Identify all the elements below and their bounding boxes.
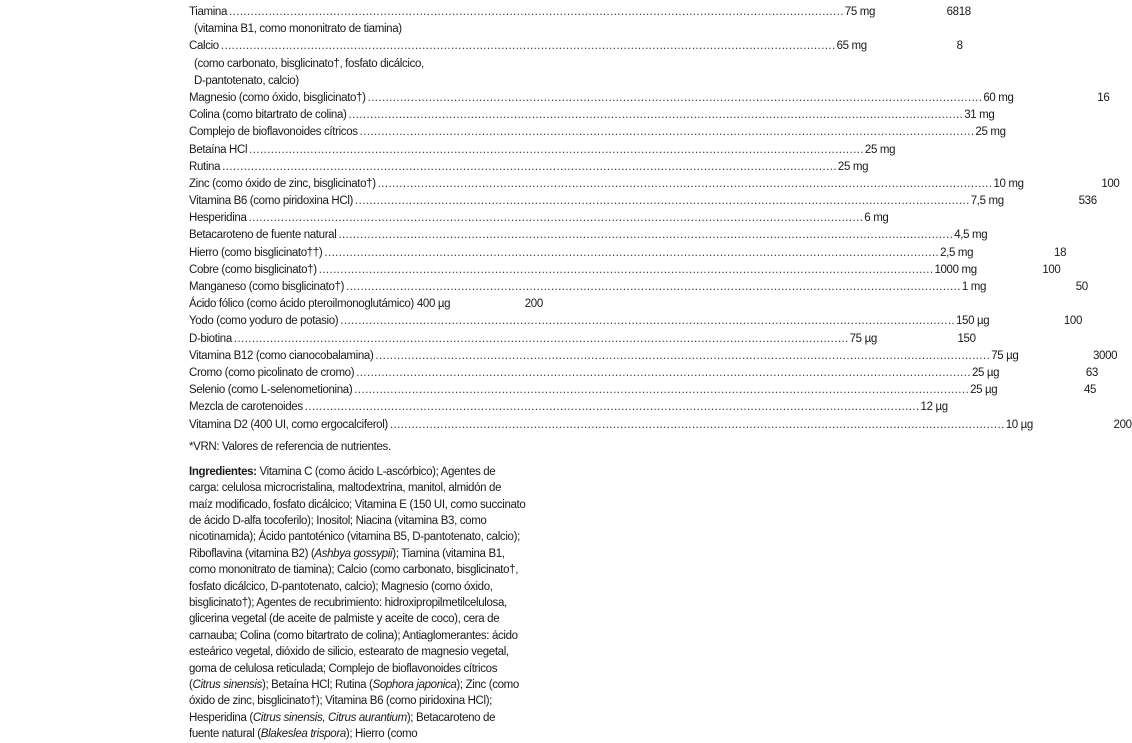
nutrient-row	[189, 90, 1110, 107]
nutrient-vrn: 50	[1075, 281, 1088, 293]
nutrient-row	[189, 348, 1118, 365]
nutrient-vrn: 45	[1083, 384, 1097, 397]
nutrient-name: Rutina	[189, 160, 221, 173]
dot-leader: ...........................................................................................................................................................................	[318, 263, 934, 276]
dot-leader: ...........................................................................................................................................................................	[229, 6, 844, 18]
dot-leader: ...........................................................................................................................................................................	[222, 160, 837, 173]
nutrient-vrn: 16	[1097, 91, 1110, 104]
nutrient-amount: 150 µg	[956, 315, 990, 328]
nutrient-row	[189, 245, 1067, 262]
nutrient-row	[189, 365, 1098, 382]
nutrient-row	[189, 296, 543, 313]
nutrient-subtext: D-pantotenato, calcio)	[194, 74, 299, 87]
nutrient-name: Vitamina D2 (400 UI, como ergocalciferol)	[189, 418, 388, 431]
nutrient-amount: 10 µg	[1005, 418, 1033, 431]
nutrient-row	[189, 142, 896, 159]
ingredients-text: ); Zinc (como óxido de zinc, bisglicinato†); Vitamina B6 (como piridoxina HCl); Hesperidina (	[189, 678, 519, 724]
dot-leader: ...........................................................................................................................................................................	[248, 212, 864, 225]
nutrient-name: Colina (como bitartrato de colina)	[189, 109, 347, 122]
nutrient-amount: 75 mg	[844, 6, 876, 18]
ingredients-italic: Sophora japonica	[372, 678, 457, 691]
nutrient-row	[189, 176, 1120, 193]
nutrient-row	[189, 331, 976, 348]
nutrient-vrn: 63	[1085, 366, 1098, 379]
nutrient-row	[189, 382, 1097, 399]
nutrient-name: Vitamina B6 (como piridoxina HCl)	[189, 195, 353, 208]
nutrient-row	[189, 279, 1088, 296]
nutrient-name: Betacaroteno de fuente natural	[189, 229, 337, 242]
nutrient-row	[189, 313, 1083, 330]
nutrient-amount: 75 µg	[991, 349, 1019, 362]
nutrient-subline	[189, 73, 529, 90]
ingredients-text: ); Tiamina (vitamina B1, como mononitrato de tiamina); Calcio (como carbonato, bisglicinato†, fosfato dicálcico, D-pantotenato, calcio); Magnesio (como óxido, bisglicinato†); Agentes de recubrimiento: hidroxipropilmetilcelulosa, glicerina vegetal (de aceite de palmiste y aceite de coco), cera de carnauba; Colina (como bitartrato de colina); Antiaglomerantes: ácido esteárico vegetal, dióxido de silicio, estearato de magnesio vegetal, goma de celulosa reticulada; Complejo de bioflavonoides cítricos (	[189, 547, 519, 691]
nutrient-name: Mezcla de carotenoides	[189, 401, 303, 414]
nutrient-amount: 400 µg	[416, 298, 451, 311]
dot-leader: ...........................................................................................................................................................................	[346, 281, 961, 293]
nutrient-vrn: 100	[1042, 263, 1061, 276]
nutrient-name: Complejo de bioflavonoides cítricos	[189, 126, 358, 139]
nutrient-amount: 75 µg	[849, 332, 877, 345]
nutrient-vrn: 200	[524, 298, 543, 311]
nutrient-name: Zinc (como óxido de zinc, bisglicinato†)	[189, 177, 376, 190]
nutrient-amount: 1000 mg	[934, 263, 977, 276]
nutrient-name: Magnesio (como óxido, bisglicinato†)	[189, 91, 366, 104]
nutrient-vrn: 100	[1101, 177, 1120, 190]
dot-leader: ...........................................................................................................................................................................	[304, 401, 920, 414]
dot-leader: ...........................................................................................................................................................................	[355, 195, 970, 208]
dot-leader: ...........................................................................................................................................................................	[249, 143, 864, 156]
nutrient-vrn: 18	[1054, 246, 1067, 259]
nutrient-vrn: 536	[1078, 195, 1097, 208]
ingredients-label: Ingredientes:	[189, 465, 257, 478]
ingredients-paragraph	[189, 464, 527, 743]
nutrient-amount: 60 mg	[983, 91, 1014, 104]
dot-leader: ...........................................................................................................................................................................	[340, 315, 956, 328]
nutrient-amount: 1 mg	[961, 281, 986, 293]
nutrient-name: Selenio (como L-selenometionina)	[189, 384, 353, 397]
nutrient-name: Hesperidina	[189, 212, 247, 225]
ingredients-italic: Ashbya gossypii	[314, 547, 393, 560]
nutrient-subtext: (vitamina B1, como mononitrato de tiamina)	[194, 23, 402, 36]
nutrient-name: Vitamina B12 (como cianocobalamina)	[189, 349, 374, 362]
nutrient-name: Calcio	[189, 40, 219, 53]
supplement-facts-panel	[189, 4, 1132, 743]
nutrient-row	[189, 399, 948, 416]
nutrient-amount: 10 mg	[993, 177, 1024, 190]
nutrient-vrn: 100	[1063, 315, 1083, 328]
ingredients-italic: Citrus sinensis, Citrus aurantium	[252, 711, 407, 724]
nutrient-name: Tiamina	[189, 6, 228, 18]
nutrient-subline	[189, 21, 529, 38]
ingredients-text: ); Betacaroteno de fuente natural (	[189, 711, 496, 741]
nutrient-amount: 25 µg	[970, 384, 998, 397]
dot-leader: ...........................................................................................................................................................................	[367, 91, 983, 104]
nutrient-amount: 25 mg	[864, 143, 896, 156]
nutrient-name: Ácido fólico (como ácido pteroilmonoglutámico)	[189, 298, 414, 311]
nutrient-row	[189, 193, 1097, 210]
vrn-footnote: *VRN: Valores de referencia de nutrientes.	[189, 440, 391, 453]
nutrient-row	[189, 210, 889, 227]
dot-leader: ...........................................................................................................................................................................	[220, 40, 836, 53]
nutrient-row	[189, 107, 995, 124]
nutrient-name: Betaína HCl	[189, 143, 248, 156]
nutrient-name: D-biotina	[189, 332, 232, 345]
nutrient-row	[189, 227, 988, 244]
nutrient-amount: 12 µg	[920, 401, 948, 414]
nutrient-amount: 31 mg	[964, 109, 995, 122]
nutrient-amount: 25 µg	[971, 366, 1000, 379]
nutrient-amount: 65 mg	[836, 40, 867, 53]
dot-leader: ...........................................................................................................................................................................	[359, 126, 975, 139]
nutrient-vrn: 150	[957, 332, 976, 345]
nutrient-row	[189, 262, 1061, 279]
nutrient-amount: 2,5 mg	[940, 246, 974, 259]
nutrient-table	[189, 4, 1132, 434]
nutrient-vrn: 8	[956, 40, 963, 53]
nutrient-name: Cromo (como picolinato de cromo)	[189, 366, 355, 379]
ingredients-text: Vitamina C (como ácido L-ascórbico); Agentes de carga: celulosa microcristalina, maltodextrina, manitol, almidón de maíz modificado, fosfato dicálcico; Vitamina E (150 UI, como succinato de ácido D-alfa tocoferilo); Inositol; Niacina (vitamina B3, como nicotinamida); Ácido pantoténico (vitamina B5, D-pantotenato, calcio); Riboflavina (vitamina B2) (	[189, 465, 526, 560]
nutrient-name: Hierro (como bisglicinato††)	[189, 246, 323, 259]
nutrient-row	[189, 124, 1006, 141]
nutrient-amount: 7,5 mg	[970, 195, 1004, 208]
dot-leader: ...........................................................................................................................................................................	[356, 366, 971, 379]
dot-leader: ...........................................................................................................................................................................	[338, 229, 954, 242]
nutrient-amount: 6 mg	[864, 212, 889, 225]
nutrient-name: Cobre (como bisglicinato†)	[189, 263, 317, 276]
nutrient-subline	[189, 56, 529, 73]
nutrient-vrn: 200	[1113, 418, 1132, 431]
nutrient-row	[189, 4, 971, 21]
ingredients-text: ); Hierro (como	[345, 728, 418, 741]
dot-leader: ...........................................................................................................................................................................	[375, 349, 991, 362]
nutrient-row	[189, 38, 963, 55]
dot-leader: ...........................................................................................................................................................................	[389, 418, 1005, 431]
ingredients-text: ); Betaína HCl; Rutina (	[262, 678, 373, 691]
dot-leader: ...........................................................................................................................................................................	[354, 384, 970, 397]
nutrient-amount: 4,5 mg	[954, 229, 988, 242]
nutrient-vrn: 6818	[946, 6, 971, 18]
ingredients-italic: Citrus sinensis	[192, 678, 263, 691]
dot-leader: ...........................................................................................................................................................................	[324, 246, 940, 259]
dot-leader: ...........................................................................................................................................................................	[348, 109, 964, 122]
dot-leader: ...........................................................................................................................................................................	[377, 177, 993, 190]
nutrient-name: Yodo (como yoduro de potasio)	[189, 315, 339, 328]
nutrient-row	[189, 417, 1132, 434]
nutrient-amount: 25 mg	[837, 160, 869, 173]
nutrient-name: Manganeso (como bisglicinato†)	[189, 281, 345, 293]
dot-leader: ...........................................................................................................................................................................	[233, 332, 849, 345]
nutrient-row	[189, 159, 869, 176]
nutrient-amount: 25 mg	[975, 126, 1006, 139]
ingredients-italic: Blakeslea trispora	[260, 728, 346, 741]
nutrient-subtext: (como carbonato, bisglicinato†, fosfato dicálcico,	[194, 57, 424, 70]
nutrient-vrn: 3000	[1093, 349, 1118, 362]
